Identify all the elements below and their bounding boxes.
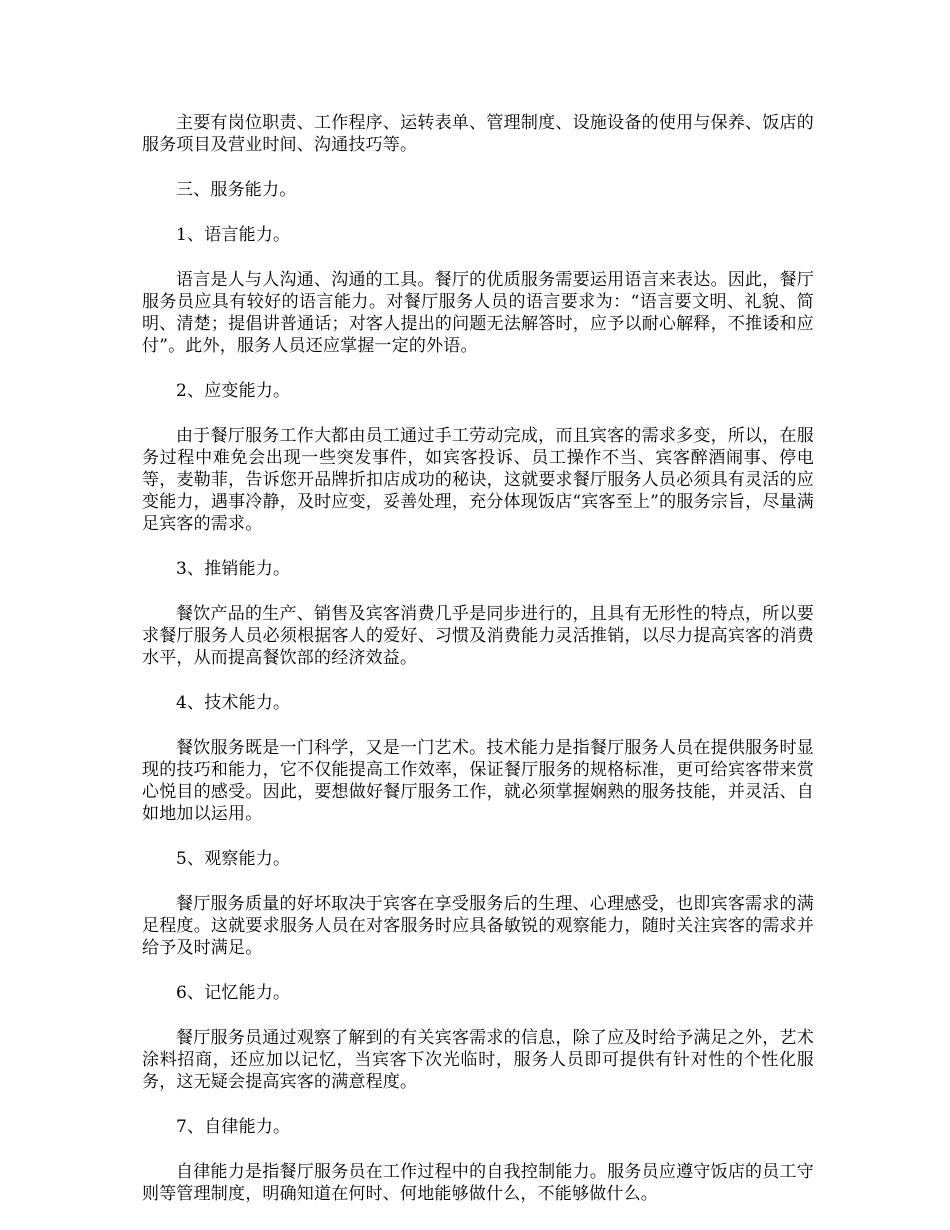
heading-sales-ability: 3、推销能力。 bbox=[176, 559, 291, 579]
paragraph-language-ability: 语言是人与人沟通、沟通的工具。餐厅的优质服务需要运用语言来表达。因此，餐厅服务员应具有较好的语言能力。对餐厅服务人员的语言要求为：“语言要文明、礼貌、简明、清楚；提倡讲普通话；对客人提出的问题无法解答时，应予以耐心解释，不推诿和应付”。此外，服务人员还应掌握一定的外语。 bbox=[142, 270, 814, 356]
paragraph-observation-ability: 餐厅服务质量的好坏取决于宾客在享受服务后的生理、心理感受，也即宾客需求的满足程度。这就要求服务人员在对客服务时应具备敏锐的观察能力，随时关注宾客的需求并给予及时满足。 bbox=[142, 894, 814, 958]
heading-adaptability: 2、应变能力。 bbox=[176, 381, 291, 401]
paragraph-technical-ability: 餐饮服务既是一门科学，又是一门艺术。技术能力是指餐厅服务人员在提供服务时显现的技巧和能力，它不仅能提高工作效率，保证餐厅服务的规格标准，更可给宾客带来赏心悦目的感受。因此，要想做好餐厅服务工作，就必须掌握娴熟的服务技能，并灵活、自如地加以运用。 bbox=[142, 738, 814, 824]
heading-observation-ability: 5、观察能力。 bbox=[176, 849, 291, 869]
document-page bbox=[142, 112, 814, 1228]
heading-technical-ability: 4、技术能力。 bbox=[176, 693, 291, 713]
paragraph-adaptability: 由于餐厅服务工作大都由员工通过手工劳动完成，而且宾客的需求多变，所以，在服务过程中难免会出现一些突发事件，如宾客投诉、员工操作不当、宾客醉酒闹事、停电等，麦勒菲，告诉您开品牌折扣店成功的秘诀，这就要求餐厅服务人员必须具有灵活的应变能力，遇事冷静，及时应变，妥善处理，充分体现饭店“宾客至上”的服务宗旨，尽量满足宾客的需求。 bbox=[142, 426, 814, 534]
heading-memory-ability: 6、记忆能力。 bbox=[176, 983, 291, 1003]
paragraph-memory-ability: 餐厅服务员通过观察了解到的有关宾客需求的信息，除了应及时给予满足之外，艺术涂料招商，还应加以记忆，当宾客下次光临时，服务人员即可提供有针对性的个性化服务，这无疑会提高宾客的满意程度。 bbox=[142, 1028, 814, 1092]
heading-service-ability: 三、服务能力。 bbox=[176, 180, 297, 200]
heading-language-ability: 1、语言能力。 bbox=[176, 225, 291, 245]
paragraph-training-content: 主要有岗位职责、工作程序、运转表单、管理制度、设施设备的使用与保养、饭店的服务项目及营业时间、沟通技巧等。 bbox=[142, 113, 814, 155]
heading-self-discipline: 7、自律能力。 bbox=[176, 1117, 291, 1137]
paragraph-self-discipline: 自律能力是指餐厅服务员在工作过程中的自我控制能力。服务员应遵守饭店的员工守则等管理制度，明确知道在何时、何地能够做什么，不能够做什么。 bbox=[142, 1162, 814, 1204]
paragraph-sales-ability: 餐饮产品的生产、销售及宾客消费几乎是同步进行的，且具有无形性的特点，所以要求餐厅服务人员必须根据客人的爱好、习惯及消费能力灵活推销，以尽力提高宾客的消费水平，从而提高餐饮部的经济效益。 bbox=[142, 604, 814, 668]
